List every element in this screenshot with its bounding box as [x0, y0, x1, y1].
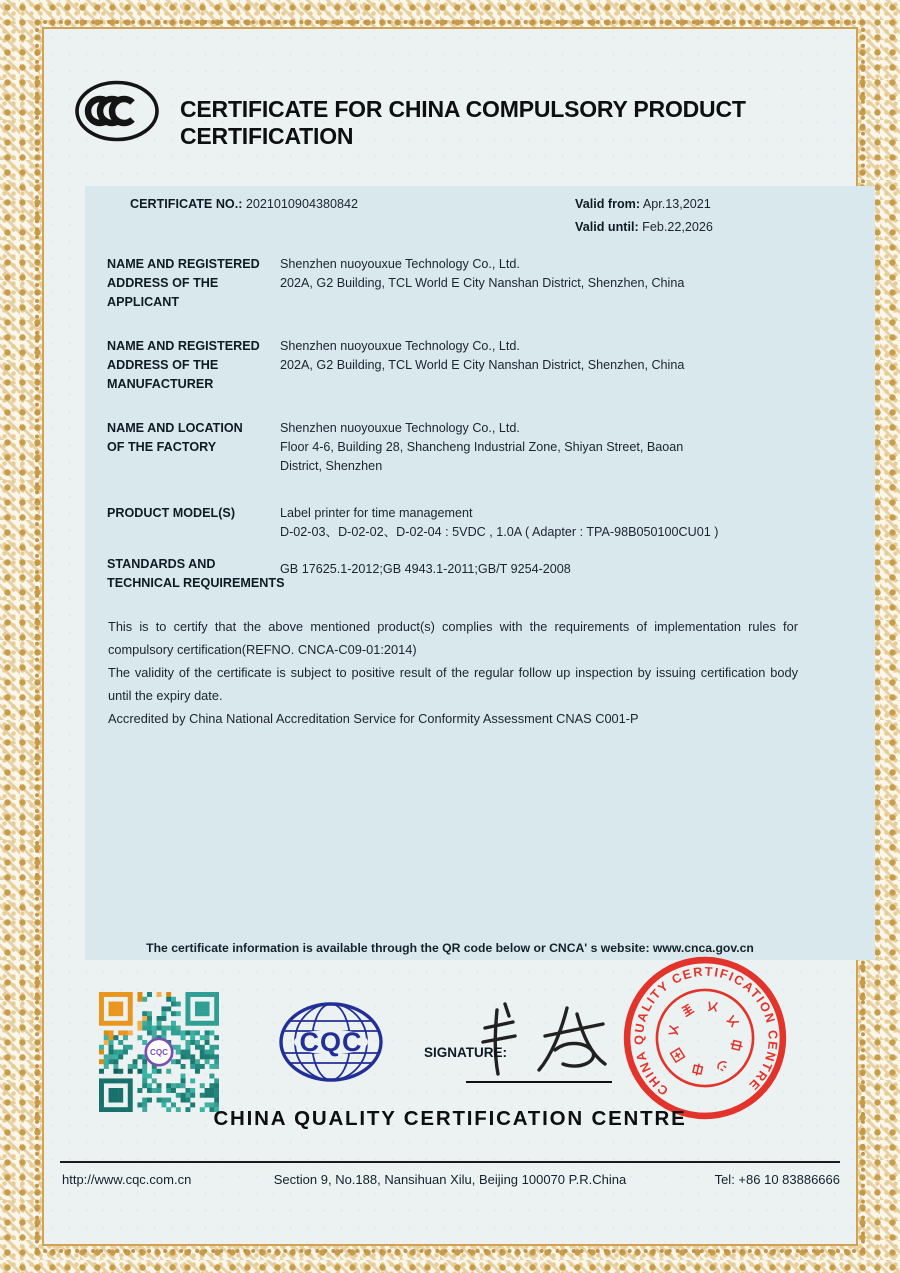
product-models-label: PRODUCT MODEL(S): [107, 506, 236, 520]
statement-accreditation: Accredited by China National Accreditation Service for Conformity Assessment CNAS C001-P: [108, 711, 639, 727]
applicant-label: NAME AND REGISTERED ADDRESS OF THE APPLICANT: [107, 257, 260, 309]
factory-value: Shenzhen nuoyouxue Technology Co., Ltd. Floor 4-6, Building 28, Shancheng Industrial Zone, Shiyan Street, Baoan District, Shenzhen: [280, 421, 684, 473]
certificate-number-label: CERTIFICATE NO.:: [130, 197, 243, 211]
footer-divider: [60, 1161, 840, 1163]
qr-code: [99, 992, 219, 1112]
standards-value: GB 17625.1-2012;GB 4943.1-2011;GB/T 9254-2008: [280, 562, 571, 576]
stamp-ring-text: CHINA QUALITY CERTIFICATION CENTRE: [632, 964, 780, 1098]
ccc-mark-icon: [74, 79, 160, 143]
qr-notice: The certificate information is available through the QR code below or CNCA' s website: www.cnca.gov.cn: [146, 941, 754, 955]
product-models-value: Label printer for time management D-02-03、D-02-02、D-02-04 : 5VDC , 1.0A ( Adapter : TPA-98B050100CU01 ): [280, 506, 719, 539]
valid-from-label: Valid from:: [575, 197, 641, 211]
certification-statements: [108, 616, 798, 732]
valid-until-row: [575, 220, 713, 234]
stamp-center-glyphs: [663, 996, 748, 1081]
cqc-logo-text: CQC: [299, 1027, 363, 1057]
certificate-title: CERTIFICATE FOR CHINA COMPULSORY PRODUCT CERTIFICATION: [180, 96, 746, 149]
standards-label: STANDARDS AND TECHNICAL REQUIREMENTS: [107, 557, 285, 590]
valid-from-row: [575, 197, 711, 211]
footer-telephone: Tel: +86 10 83886666: [714, 1172, 840, 1187]
signature-line: [466, 1081, 612, 1083]
manufacturer-label: NAME AND REGISTERED ADDRESS OF THE MANUFACTURER: [107, 339, 260, 391]
issuer-name: CHINA QUALITY CERTIFICATION CENTRE: [213, 1107, 687, 1130]
valid-from-date: Apr.13,2021: [642, 197, 711, 211]
valid-until-date: Feb.22,2026: [642, 220, 713, 234]
footer-address: Section 9, No.188, Nansihuan Xilu, Beijing 100070 P.R.China: [273, 1172, 627, 1187]
signature-label: SIGNATURE:: [424, 1045, 507, 1060]
signature-handwriting: [455, 998, 615, 1083]
cqc-globe-logo: [276, 1000, 386, 1084]
factory-label: NAME AND LOCATION OF THE FACTORY: [107, 421, 243, 454]
footer-website: http://www.cqc.com.cn: [62, 1172, 192, 1187]
valid-until-label: Valid until:: [575, 220, 639, 234]
certificate-number-row: [130, 197, 358, 211]
manufacturer-value: Shenzhen nuoyouxue Technology Co., Ltd. 202A, G2 Building, TCL World E City Nanshan District, Shenzhen, China: [280, 339, 685, 372]
svg-text:CQC: CQC: [149, 1048, 169, 1058]
statement-compliance: This is to certify that the above mentioned product(s) complies with the requirements of implementation rules for compulsory certification(REFNO. CNCA-C09-01:2014): [108, 619, 798, 657]
certificate-number: 2021010904380842: [245, 197, 358, 211]
applicant-value: Shenzhen nuoyouxue Technology Co., Ltd. 202A, G2 Building, TCL World E City Nanshan District, Shenzhen, China: [280, 257, 685, 290]
statement-validity: The validity of the certificate is subject to positive result of the regular follow up inspection by issuing certification body until the expiry date.: [108, 665, 798, 703]
